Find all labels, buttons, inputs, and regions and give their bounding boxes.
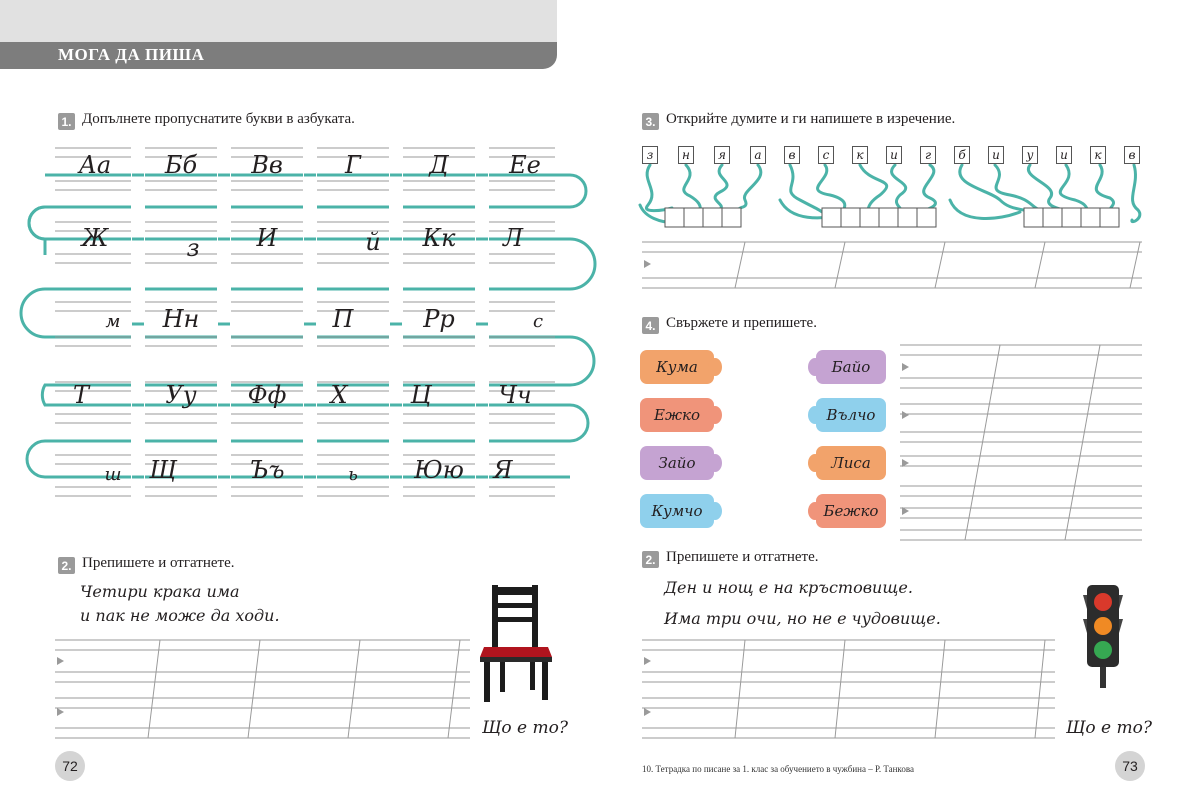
- maze-letter: к: [1090, 146, 1106, 164]
- alphabet-cell: Щ: [149, 456, 177, 484]
- maze-letter: г: [920, 146, 936, 164]
- puzzle-label: Бежко: [823, 502, 879, 520]
- alphabet-cell: з: [186, 234, 200, 262]
- alphabet-cell: Ж: [81, 224, 109, 252]
- alphabet-cell: Ъъ: [249, 456, 285, 484]
- task2-right-instruction: Препишете и отгатнете.: [666, 549, 819, 565]
- alphabet-cell: Юю: [414, 456, 464, 484]
- alphabet-cell: Ц: [410, 381, 432, 409]
- alphabet-cell: ь: [348, 464, 358, 485]
- page-number-left: 72: [55, 751, 85, 781]
- riddle-line-1: Ден и нощ е на кръстовище.: [664, 578, 913, 597]
- puzzle-label: Вълчо: [826, 406, 876, 424]
- task1-instruction: Допълнете пропуснатите букви в азбуката.: [82, 111, 355, 127]
- maze-letter: с: [818, 146, 834, 164]
- page-title: МОГА ДА ПИША: [58, 45, 205, 64]
- task1-number: 1.: [58, 113, 75, 130]
- task2-left-instruction: Препишете и отгатнете.: [82, 555, 235, 571]
- alphabet-cell: Нн: [162, 305, 200, 333]
- alphabet-cell: Л: [502, 224, 524, 252]
- traffic-light-illustration: [1083, 585, 1123, 690]
- alphabet-cell: Аа: [78, 151, 112, 179]
- alphabet-cell: Х: [330, 381, 348, 409]
- maze-letter: н: [678, 146, 694, 164]
- task2-right-number: 2.: [642, 551, 659, 568]
- maze-letter: я: [714, 146, 730, 164]
- task3-instruction: Открийте думите и ги напишете в изречение.: [666, 111, 956, 127]
- maze-letter: в: [784, 146, 800, 164]
- puzzle-label: Ежко: [654, 406, 700, 424]
- riddle-question: Що е то?: [482, 718, 568, 738]
- maze-letter: а: [750, 146, 766, 164]
- maze-letter: и: [886, 146, 902, 164]
- puzzle-label: Лиса: [831, 454, 871, 472]
- alphabet-cell: Т: [72, 381, 89, 409]
- maze-letter: з: [642, 146, 658, 164]
- riddle-question: Що е то?: [1066, 718, 1152, 738]
- maze-letter: у: [1022, 146, 1038, 164]
- alphabet-cell: Бб: [164, 151, 198, 179]
- puzzle-label: Байо: [831, 358, 871, 376]
- alphabet-cell: й: [365, 228, 381, 256]
- page-number-right: 73: [1115, 751, 1145, 781]
- maze-letter: б: [954, 146, 970, 164]
- puzzle-label: Кума: [656, 358, 698, 376]
- task2-left-number: 2.: [58, 557, 75, 574]
- alphabet-cell: Уу: [165, 381, 197, 409]
- riddle-line-1: Четири крака има: [80, 582, 240, 601]
- alphabet-cell: Кк: [422, 224, 456, 252]
- alphabet-cell: Рр: [423, 305, 455, 333]
- alphabet-cell: Чч: [498, 381, 532, 409]
- task3-number: 3.: [642, 113, 659, 130]
- riddle-line-2: Има три очи, но не е чудовище.: [664, 609, 941, 628]
- maze-letter: и: [988, 146, 1004, 164]
- alphabet-cell: И: [256, 224, 278, 252]
- alphabet-cell: с: [532, 311, 544, 332]
- alphabet-cell: Ее: [509, 151, 541, 179]
- task4-instruction: Свържете и препишете.: [666, 315, 817, 331]
- maze-letter: и: [1056, 146, 1072, 164]
- alphabet-cell: Вв: [251, 151, 283, 179]
- maze-letter: к: [852, 146, 868, 164]
- task4-number: 4.: [642, 317, 659, 334]
- alphabet-cell: Г: [345, 151, 361, 179]
- alphabet-cell: ш: [104, 464, 122, 485]
- alphabet-cell: Я: [493, 456, 513, 484]
- puzzle-label: Зайо: [658, 454, 696, 472]
- alphabet-cell: Д: [429, 151, 449, 179]
- puzzle-label: Кумчо: [651, 502, 703, 520]
- footer-note: 10. Тетрадка по писане за 1. клас за обучението в чужбина – Р. Танкова: [642, 764, 914, 774]
- alphabet-cell: П: [332, 305, 354, 333]
- alphabet-cell: м: [105, 311, 121, 332]
- riddle-line-2: и пак не може да ходи.: [80, 606, 280, 625]
- maze-letter: в: [1124, 146, 1140, 164]
- alphabet-cell: Фф: [247, 381, 287, 409]
